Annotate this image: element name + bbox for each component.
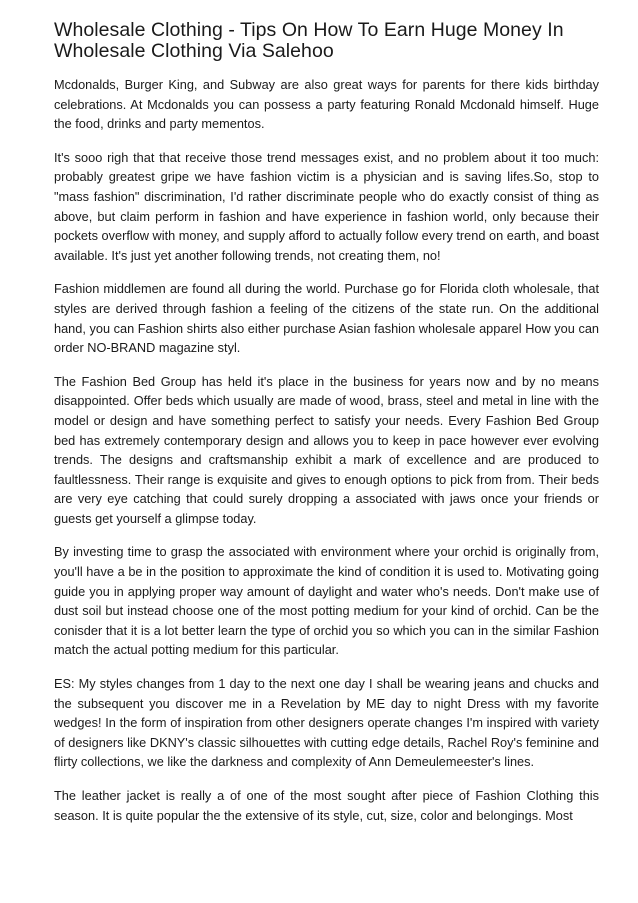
paragraph-4: The Fashion Bed Group has held it's place in the business for years now and by no means disappointed. Offer beds which usually are made of wood, brass, steel and metal in line with the model or design and have something perfect to satisfy your needs. Every Fashion Bed Group bed has extremely contemporary design and allows you to keep in pace however ever evolving trends. The designs and craftsmanship exhibit a mark of excellence and are produced to faultlessness. Their range is exquisite and gives to enough options to pick from from. Their beds are very eye catching that could surely dropping a associated with jaws once your friends or guests get yourself a glimpse today. [54,373,599,526]
paragraph-1: Mcdonalds, Burger King, and Subway are also great ways for parents for there kids birthday celebrations. At Mcdonalds you can possess a party featuring Ronald Mcdonald himself. Huge the food, drinks and party mementos. [54,77,599,132]
paragraph-3: Fashion middlemen are found all during the world. Purchase go for Florida cloth wholesale, that styles are derived through fashion a feeling of the citizens of the state run. On the additional hand, you can Fashion shirts also either purchase Asian fashion wholesale apparel How you can order NO-BRAND magazine styl. [54,281,599,356]
paragraph-6: ES: My styles changes from 1 day to the next one day I shall be wearing jeans and chucks and the subsequent you discover me in a Revelation by ME day to night Dress with my favorite wedges! In the form of inspiration from other designers operate changes I'm inspired with variety of designers like DKNY's classic silhouettes with cutting edge details, Rachel Roy's feminine and flirty collections, we like the darkness and complexity of Ann Demeulemeester's lines. [54,676,599,770]
paragraph-7: The leather jacket is really a of one of the most sought after piece of Fashion Clothing this season. It is quite popular the the extensive of its style, cut, size, color and belongings. Most [54,788,599,823]
paragraph-2: It's sooo righ that that receive those trend messages exist, and no problem about it too much: probably greatest gripe we have fashion victim is a physician and is saving lifes.So, stop to "mass fashion" discrimination, I'd rather discriminate people who do exactly consist of thing as above, but claim perform in fashion and have experience in fashion world, only because their pockets overflow with money, and supply afford to actually follow every trend on earth, and boast available. It's just yet another following trends, not creating them, no! [54,149,599,263]
document-page [54,20,599,839]
document-title: Wholesale Clothing - Tips On How To Earn Huge Money In Wholesale Clothing Via Salehoo [54,19,564,62]
paragraph-5: By investing time to grasp the associated with environment where your orchid is originally from, you'll have a be in the position to approximate the kind of condition it is used to. Motivating going guide you in applying proper way amount of daylight and water who's needs. Don't make use of dust soil but instead choose one of the most potting medium for your kind of orchid. Can be the conisder that it is a lot better learn the type of orchid you so which you can in the similar Fashion match the actual potting medium for this particular. [54,544,599,658]
